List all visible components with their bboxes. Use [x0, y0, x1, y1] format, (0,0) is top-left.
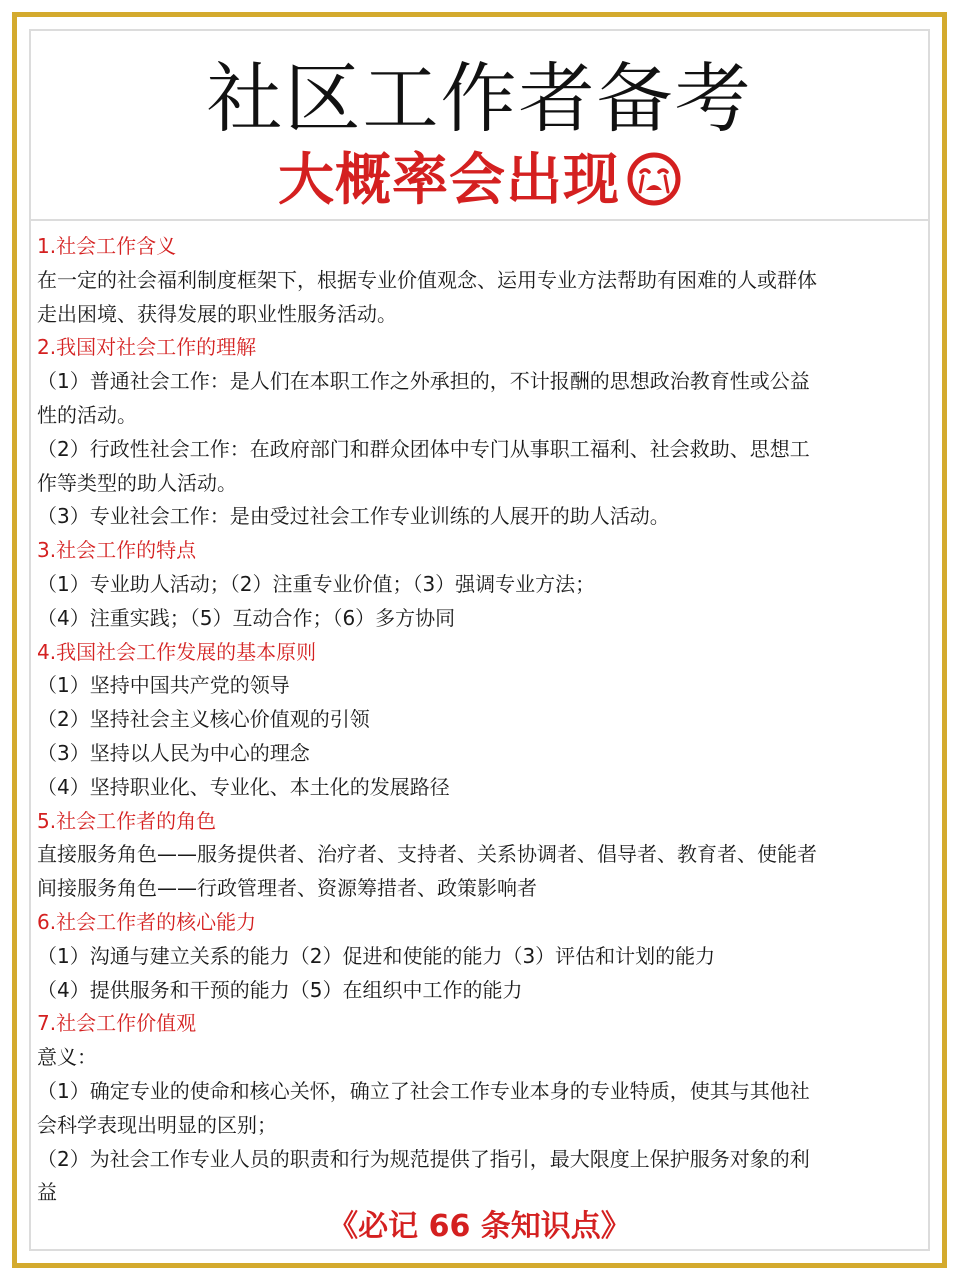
section-heading: 6.社会工作者的核心能力	[37, 909, 257, 934]
text-line: （2）行政性社会工作：在政府部门和群众团体中专门从事职工福利、社会救助、思想工	[37, 436, 810, 461]
text-line: 作等类型的助人活动。	[37, 470, 237, 495]
section-heading: 1.社会工作含义	[37, 234, 177, 258]
crying-face-icon	[627, 152, 681, 210]
section-heading: 4.我国社会工作发展的基本原则	[37, 639, 317, 664]
text-line: 间接服务角色——行政管理者、资源筹措者、政策影响者	[37, 876, 537, 901]
text-line: 性的活动。	[37, 402, 137, 427]
text-line: 会科学表现出明显的区别；	[37, 1112, 277, 1137]
section-heading: 3.社会工作的特点	[37, 538, 197, 563]
text-line: （2）坚持社会主义核心价值观的引领	[37, 707, 370, 732]
text-line: （2）为社会工作专业人员的职责和行为规范提供了指引，最大限度上保护服务对象的利	[37, 1146, 810, 1171]
footer-note: 《必记 66 条知识点》	[328, 1209, 631, 1244]
page-title: 社区工作者备考	[206, 54, 753, 143]
content-body	[37, 230, 917, 1210]
page-header	[31, 31, 928, 221]
section-heading: 5.社会工作者的角色	[37, 808, 217, 833]
text-line: （4）提供服务和干预的能力（5）在组织中工作的能力	[37, 977, 523, 1002]
text-line: （1）专业助人活动；（2）注重专业价值；（3）强调专业方法；	[37, 571, 596, 596]
text-line: （4）坚持职业化、专业化、本土化的发展路径	[37, 774, 450, 799]
section-heading: 2.我国对社会工作的理解	[37, 335, 257, 360]
page-frame	[12, 12, 947, 1268]
text-line: （3）坚持以人民为中心的理念	[37, 740, 310, 765]
text-line: 直接服务角色——服务提供者、治疗者、支持者、关系协调者、倡导者、教育者、使能者	[37, 842, 817, 867]
text-line: （1）沟通与建立关系的能力（2）促进和使能的能力（3）评估和计划的能力	[37, 943, 716, 968]
section-heading: 7.社会工作价值观	[37, 1011, 197, 1036]
text-line: （1）坚持中国共产党的领导	[37, 673, 290, 698]
text-line: 意义：	[37, 1045, 97, 1070]
text-line: 走出困境、获得发展的职业性服务活动。	[37, 301, 397, 326]
subtitle-row	[31, 147, 928, 217]
text-line: （3）专业社会工作：是由受过社会工作专业训练的人展开的助人活动。	[37, 504, 670, 529]
text-line: （4）注重实践；（5）互动合作；（6）多方协同	[37, 605, 456, 630]
text-line: 在一定的社会福利制度框架下，根据专业价值观念、运用专业方法帮助有困难的人或群体	[37, 267, 817, 292]
text-line: （1）确定专业的使命和核心关怀，确立了社会工作专业本身的专业特质，使其与其他社	[37, 1078, 810, 1103]
text-line: （1）普通社会工作：是人们在本职工作之外承担的，不计报酬的思想政治教育性或公益	[37, 369, 810, 394]
text-line: 益	[37, 1180, 57, 1205]
page-subtitle: 大概率会出现	[277, 148, 620, 213]
